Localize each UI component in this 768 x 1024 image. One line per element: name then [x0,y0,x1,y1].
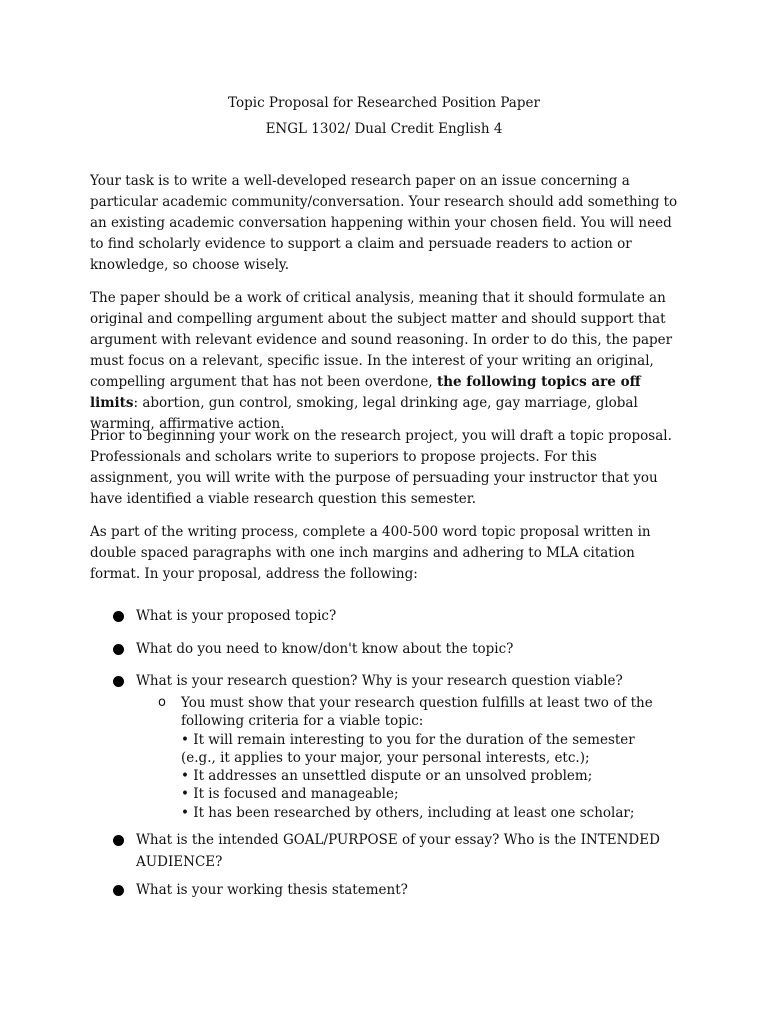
writing-process-paragraph: As part of the writing process, complete a 400-500 word topic proposal written in double spaced paragraphs with one inch margins and adhering to MLA citation format. In your proposal, address the following: [90,524,651,582]
list-item [113,829,673,873]
topic-proposal-paragraph: Prior to beginning your work on the research project, you will draft a topic proposal. Professionals and scholars write to superiors to propose projects. For this assignment, you will write with the purpose of persuading your instructor that you have identified a viable research question this semester. [90,428,672,507]
criteria-intro: You must show that your research question fulfills at least two of the following criteria for a viable topic: [181,695,653,730]
list-item-text: What is the intended GOAL/PURPOSE of your essay? Who is the INTENDED AUDIENCE? [136,832,660,870]
paragraph-text-start: The paper should be a work of critical analysis, meaning that it should formulate an original and compelling argument about the subject matter and should support that argument with relevant evidence and sound reasoning. In order to do this, the paper must focus on a relevant, specific issue. In the interest of your writing an original, compelling argument that has not been overdone, [90,290,673,390]
circle-bullet-icon: o [158,695,166,710]
task-paragraph: Your task is to write a well-developed research paper on an issue concerning a particular academic community/conversation. Your research should add something to an existing academic conversation happening within your chosen field. You will need to find scholarly evidence to support a claim and persuade readers to action or knowledge, so choose wisely. [90,173,678,273]
criteria-item: • It has been researched by others, including at least one scholar; [181,804,635,821]
critical-analysis-paragraph [90,288,680,435]
list-item [113,605,673,627]
list-item-text: What is your research question? Why is your research question viable? [136,673,623,689]
list-item [113,879,673,901]
sub-list-item [158,694,668,822]
list-item-text: What do you need to know/don't know about the topic? [136,641,514,657]
course-subtitle: ENGL 1302/ Dual Credit English 4 [265,121,503,137]
bullet-icon [113,835,124,846]
bullet-icon [113,676,124,687]
sub-list-content [181,694,668,822]
paragraph-text-end: : abortion, gun control, smoking, legal drinking age, gay marriage, global warming, affirmative action. [90,395,638,432]
list-item-text: What is your proposed topic? [136,608,337,624]
list-item [113,670,673,692]
document-title: Topic Proposal for Researched Position Paper [228,95,540,111]
bullet-icon [113,644,124,655]
off-limits-emphasis: the following topics are off limits [90,374,641,411]
criteria-item: • It addresses an unsettled dispute or an unsolved problem; [181,768,593,785]
bullet-icon [113,885,124,896]
bullet-icon [113,611,124,622]
list-item-text: What is your working thesis statement? [136,882,408,898]
list-item [113,638,673,660]
criteria-item: • It will remain interesting to you for the duration of the semester (e.g., it applies to your major, your personal interests, etc.); [181,731,635,766]
criteria-item: • It is focused and manageable; [181,786,399,803]
